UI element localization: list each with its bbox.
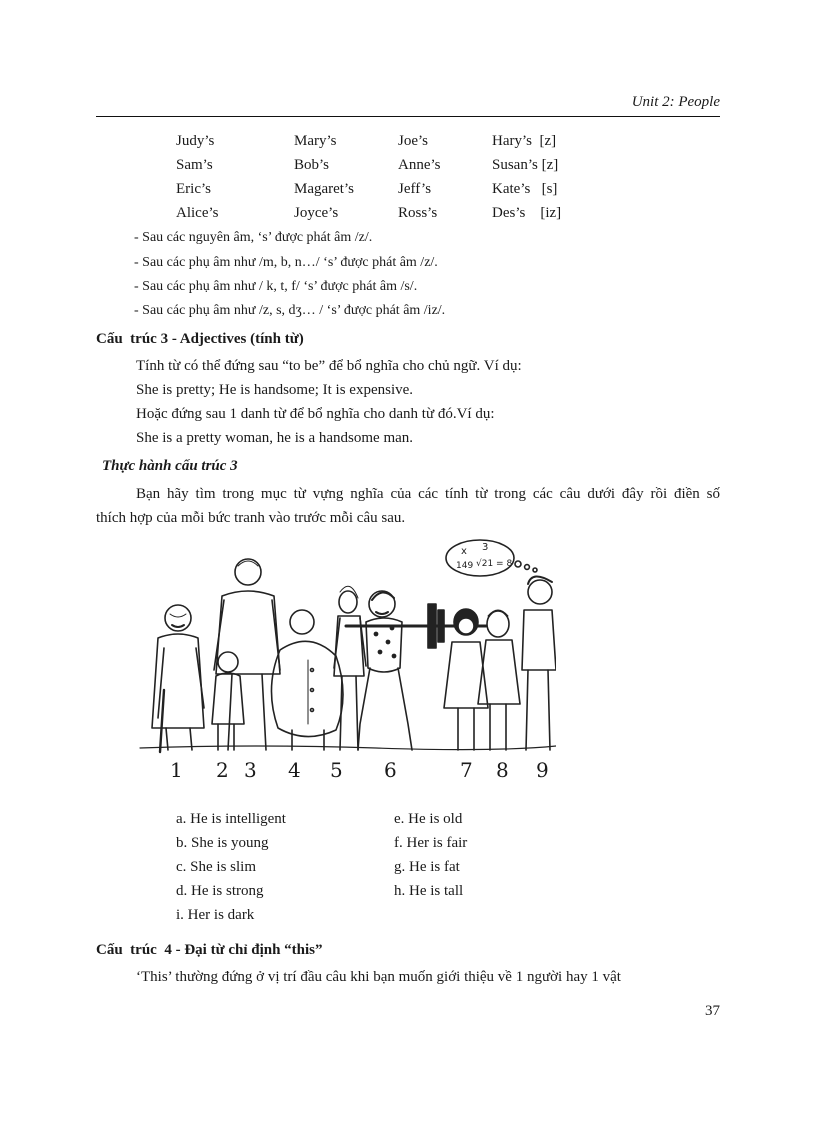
picture-number: 3 <box>244 758 257 782</box>
figure-tall-man <box>214 559 280 750</box>
rule-item: - Sau các phụ âm như /m, b, n…/ ‘s’ được phát âm /z/. <box>134 255 438 270</box>
table-cell: Sam’s <box>176 157 213 173</box>
answer-item: i. Her is dark <box>176 907 255 923</box>
answer-item: f. Her is fair <box>394 835 468 851</box>
table-cell: Judy’s <box>176 133 215 149</box>
picture-number: 9 <box>536 758 549 782</box>
people-illustration <box>136 530 556 792</box>
figure-fat-man <box>271 610 343 750</box>
answer-item: e. He is old <box>394 811 463 827</box>
paragraph-line: Tính từ có thể đứng sau “to be” để bổ nghĩa cho chủ ngữ. Ví dụ: <box>136 358 522 374</box>
instruction-line: Bạn hãy tìm trong mục từ vựng nghĩa của các tính từ trong các câu dưới đây rồi điền số <box>136 486 720 502</box>
table-cell: Kate’s [s] <box>492 181 558 197</box>
bubble-text: 149 <box>456 561 474 571</box>
answer-item: d. He is strong <box>176 883 264 899</box>
picture-number: 5 <box>330 758 343 782</box>
table-cell: Susan’s [z] <box>492 157 559 173</box>
bubble-text: √21 = 8 <box>476 559 513 569</box>
table-cell: Hary’s [z] <box>492 133 557 149</box>
page-number: 37 <box>705 1003 720 1019</box>
picture-number: 8 <box>496 758 509 782</box>
table-cell: Mary’s <box>294 133 337 149</box>
bubble-text: 3 <box>482 542 489 553</box>
answer-item: c. She is slim <box>176 859 257 875</box>
table-cell: Magaret’s <box>294 181 354 197</box>
figure-slim-woman <box>334 586 366 750</box>
picture-number: 7 <box>460 758 473 782</box>
table-cell: Eric’s <box>176 181 211 197</box>
paragraph-line: She is a pretty woman, he is a handsome man. <box>136 430 414 446</box>
paragraph-line: She is pretty; He is handsome; It is expensive. <box>136 382 414 398</box>
picture-number: 6 <box>384 758 397 782</box>
picture-number: 2 <box>216 758 229 782</box>
table-cell: Bob’s <box>294 157 330 173</box>
rule-item: - Sau các nguyên âm, ‘s’ được phát âm /z/. <box>134 230 373 245</box>
table-cell: Jeff’s <box>398 181 432 197</box>
picture-number: 4 <box>288 758 301 782</box>
paragraph-line: ‘This’ thường đứng ở vị trí đầu câu khi bạn muốn giới thiệu về 1 người hay 1 vật <box>136 969 621 985</box>
table-cell: Joyce’s <box>294 205 339 221</box>
answer-item: b. She is young <box>176 835 269 851</box>
answer-item: h. He is tall <box>394 883 464 899</box>
rule-item: - Sau các phụ âm như /z, s, dʒ… / ‘s’ được phát âm /iz/. <box>134 303 446 318</box>
picture-number: 1 <box>170 758 183 782</box>
table-cell: Anne’s <box>398 157 441 173</box>
table-cell: Alice’s <box>176 205 219 221</box>
running-header: Unit 2: People <box>631 94 720 110</box>
instruction-line: thích hợp của mỗi bức tranh vào trước mỗi câu sau. <box>96 510 406 526</box>
practice-title: Thực hành cấu trúc 3 <box>102 458 238 474</box>
answer-item: g. He is fat <box>394 859 460 875</box>
table-cell: Ross’s <box>398 205 438 221</box>
section-title: Cấu trúc 4 - Đại từ chỉ định “this” <box>96 942 323 958</box>
bubble-text: x <box>461 546 467 557</box>
answer-item: a. He is intelligent <box>176 811 286 827</box>
rule-item: - Sau các phụ âm như / k, t, f/ ‘s’ được phát âm /s/. <box>134 279 418 294</box>
figure-old-man <box>152 605 204 752</box>
header-rule <box>96 116 720 117</box>
figure-intelligent-man <box>446 540 556 750</box>
table-cell: Joe’s <box>398 133 428 149</box>
table-cell: Des’s [iz] <box>492 205 562 221</box>
paragraph-line: Hoặc đứng sau 1 danh từ để bổ nghĩa cho danh từ đó.Ví dụ: <box>136 406 495 422</box>
section-title: Cấu trúc 3 - Adjectives (tính từ) <box>96 331 304 347</box>
